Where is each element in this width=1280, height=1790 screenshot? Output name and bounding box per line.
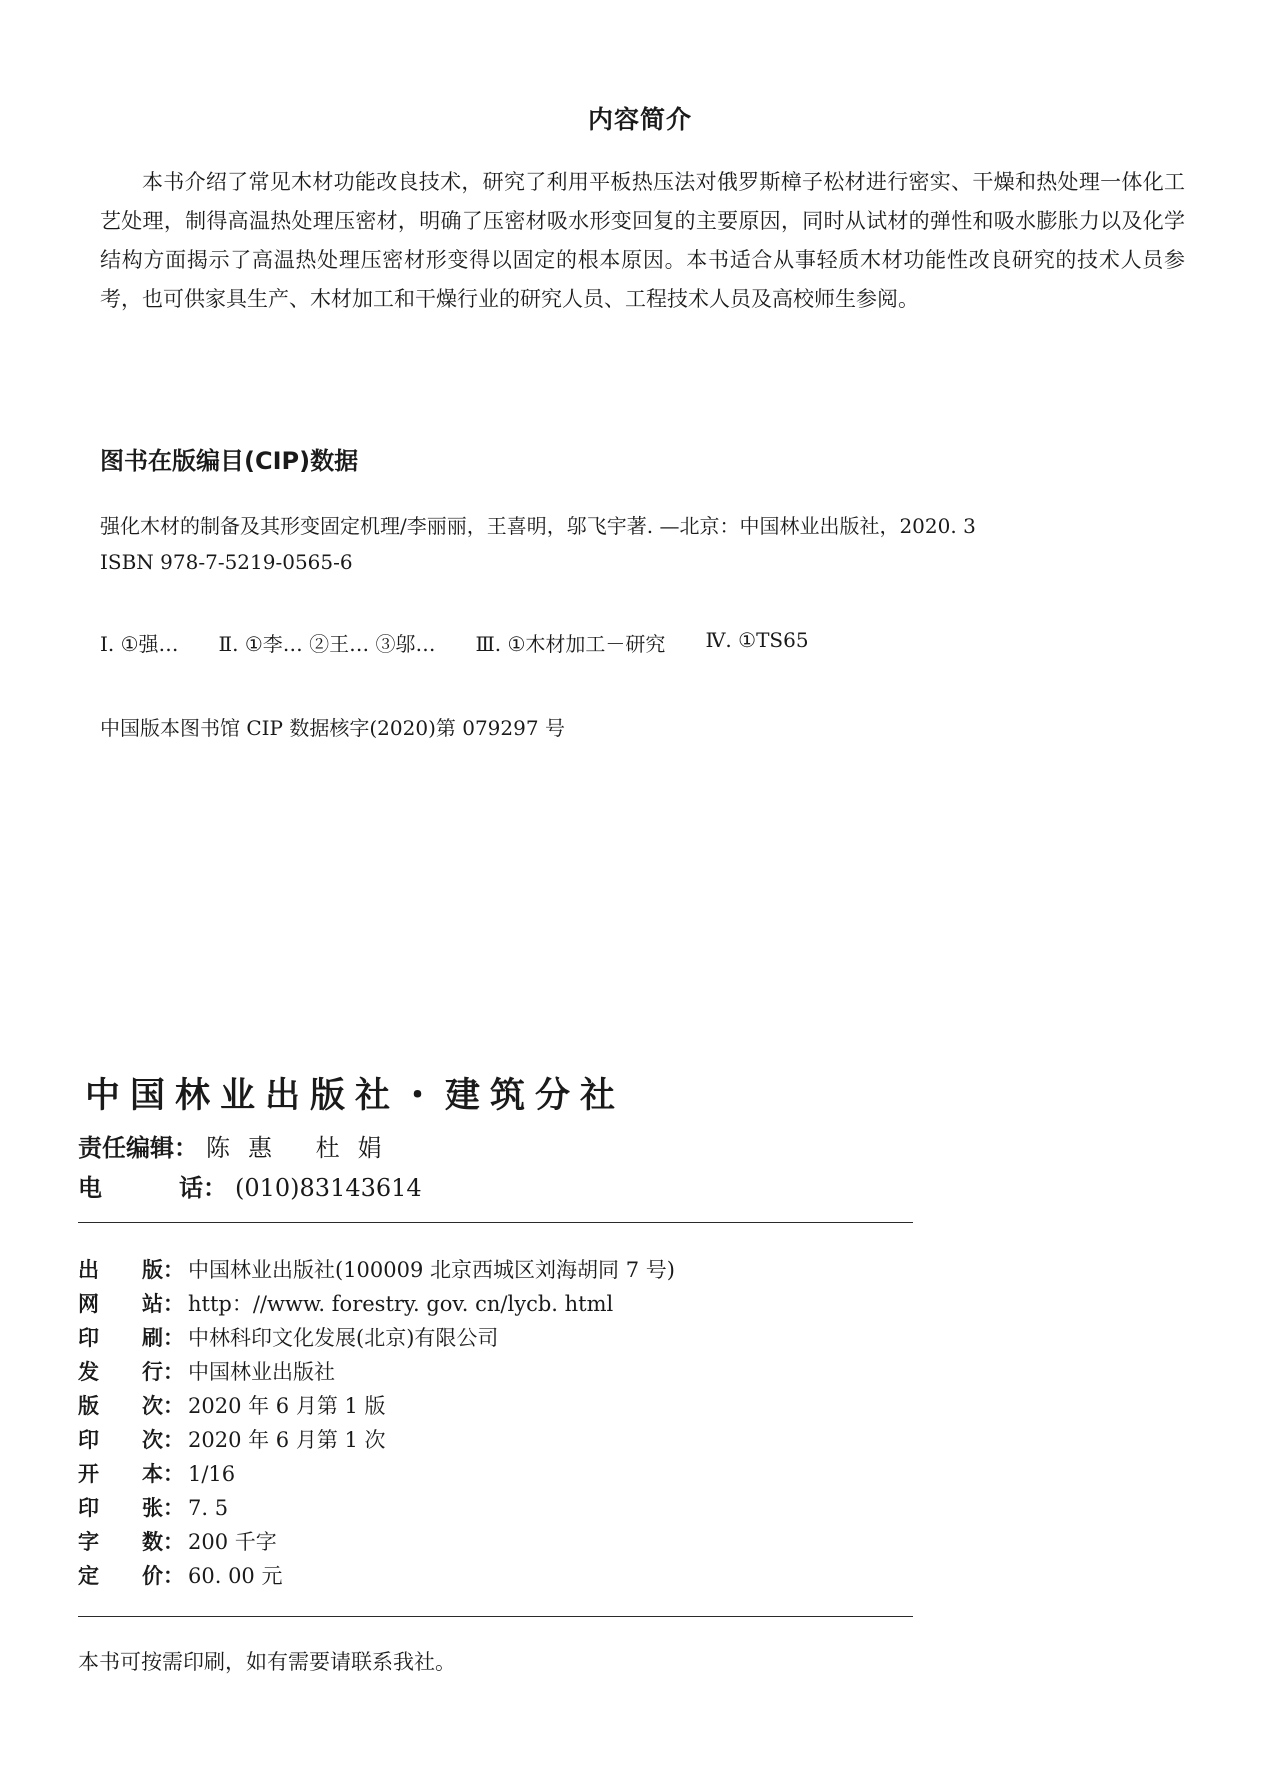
detail-row: 印 张 ： 7. 5 <box>78 1496 229 1520</box>
detail-row: 印 次 ： 2020 年 6 月第 1 次 <box>78 1424 386 1454</box>
editors-label: 责任编辑 <box>78 1134 174 1162</box>
cip-verification: 中国版本图书馆 CIP 数据核字(2020)第 079297 号 <box>100 716 565 740</box>
phone-value: (010)83143614 <box>235 1174 422 1202</box>
detail-row: 网 站 ： http：//www. forestry. gov. cn/lycb. html <box>78 1288 613 1318</box>
publisher-name: 中国林业出版社・建筑分社 <box>85 1075 626 1116</box>
cip-class-item: Ⅳ. ①TS65 <box>705 628 809 652</box>
editors-colon: ： <box>174 1134 198 1162</box>
detail-row: 开 本 ： 1/16 <box>78 1462 236 1486</box>
cip-class-item: Ⅲ. ①木材加工－研究 <box>475 632 666 656</box>
detail-row: 定 价 ： 60. 00 元 <box>78 1560 282 1590</box>
detail-value: 60. 00 元 <box>188 1564 283 1588</box>
detail-row: 出 版 ： 中国林业出版社(100009 北京西城区刘海胡同 7 号) <box>78 1254 675 1284</box>
detail-row: 印 刷 ： 中林科印文化发展(北京)有限公司 <box>78 1322 498 1352</box>
cip-class-item: Ⅰ. ①强… <box>100 632 179 656</box>
detail-value: 中国林业出版社 <box>188 1360 335 1384</box>
cip-class-item: Ⅱ. ①李… ②王… ③邬… <box>218 632 436 656</box>
detail-value: 200 千字 <box>188 1530 277 1554</box>
cip-isbn: ISBN 978-7-5219-0565-6 <box>100 550 353 574</box>
detail-value: 2020 年 6 月第 1 次 <box>188 1428 386 1452</box>
detail-row: 字 数 ： 200 千字 <box>78 1526 277 1556</box>
detail-value: http：//www. forestry. gov. cn/lycb. html <box>188 1292 614 1316</box>
phone-label: 电 话 <box>78 1174 203 1202</box>
detail-row: 发 行 ： 中国林业出版社 <box>78 1356 335 1386</box>
divider-bottom <box>78 1616 913 1617</box>
detail-row: 版 次 ： 2020 年 6 月第 1 版 <box>78 1390 386 1420</box>
summary-title: 内容简介 <box>587 105 692 134</box>
detail-value: 中国林业出版社(100009 北京西城区刘海胡同 7 号) <box>188 1258 675 1282</box>
footer-note: 本书可按需印刷，如有需要请联系我社。 <box>78 1650 456 1674</box>
editors-value: 陈惠 杜娟 <box>206 1134 400 1162</box>
cip-classification <box>100 628 809 657</box>
cip-citation: 强化木材的制备及其形变固定机理/李丽丽，王喜明，邬飞宇著. —北京：中国林业出版社，2020. 3 <box>100 514 976 538</box>
detail-value: 1/16 <box>188 1462 236 1486</box>
detail-value: 2020 年 6 月第 1 版 <box>188 1394 386 1418</box>
phone-colon: ： <box>203 1174 227 1202</box>
detail-value: 中林科印文化发展(北京)有限公司 <box>188 1326 499 1350</box>
detail-value: 7. 5 <box>188 1496 229 1520</box>
phone-row <box>78 1168 422 1203</box>
editors-row <box>78 1128 400 1163</box>
cip-title: 图书在版编目(CIP)数据 <box>100 447 359 475</box>
summary-body: 本书介绍了常见木材功能改良技术，研究了利用平板热压法对俄罗斯樟子松材进行密实、干燥和热处理一体化工艺处理，制得高温热处理压密材，明确了压密材吸水形变回复的主要原因，同时从试材的弹性和吸水膨胀力以及化学结构方面揭示了高温热处理压密材形变得以固定的根本原因。本书适合从事轻质木材功能性改良研究的技术人员参考，也可供家具生产、木材加工和干燥行业的研究人员、工程技术人员及高校师生参阅。 <box>100 170 1185 311</box>
divider-top <box>78 1222 913 1223</box>
